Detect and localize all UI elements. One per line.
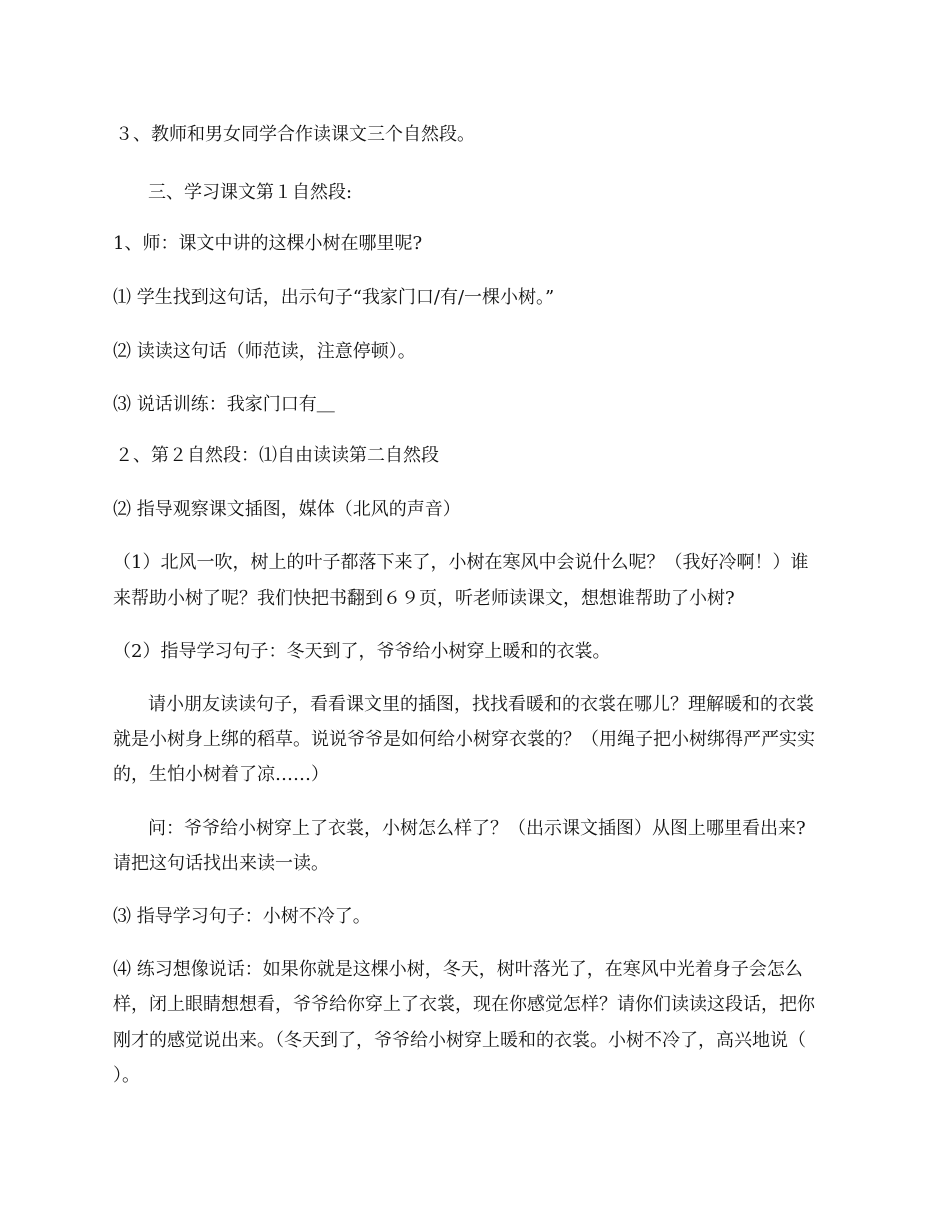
paragraph-line: 刚才的感觉说出来。（冬天到了，爷爷给小树穿上暖和的衣裳。小树不冷了，高兴地说（ <box>113 1030 806 1051</box>
paragraph-line: 就是小树身上绑的稻草。说说爷爷是如何给小树穿衣裳的？（用绳子把小树绑得严严实实 <box>113 729 815 750</box>
paragraph-line: ⑷ 练习想像说话：如果你就是这棵小树，冬天，树叶落光了，在寒风中光着身子会怎么 <box>113 959 803 980</box>
paragraph-line: 请小朋友读读句子，看看课文里的插图，找找看暖和的衣裳在哪儿？理解暖和的衣裳 <box>148 694 814 715</box>
paragraph-line: ⑴ 学生找到这句话，出示句子“我家门口/有/一棵小树。” <box>113 287 555 308</box>
paragraph-line: ２、第２自然段：⑴自由读读第二自然段 <box>115 445 439 466</box>
paragraph-line: ⑶ 指导学习句子：小树不冷了。 <box>113 906 371 927</box>
paragraph-line: ）。 <box>113 1065 140 1086</box>
paragraph-line: ⑶ 说话训练：我家门口有＿ <box>113 394 335 415</box>
paragraph-line: （2）指导学习句子：冬天到了，爷爷给小树穿上暖和的衣裳。 <box>113 641 611 662</box>
paragraph-line: ⑵ 读读这句话（师范读，注意停顿）。 <box>113 341 416 362</box>
paragraph-line: 问：爷爷给小树穿上了衣裳，小树怎么样了？（出示课文插图）从图上哪里看出来? <box>148 818 806 839</box>
paragraph-line: 样，闭上眼睛想想看，爷爷给你穿上了衣裳，现在你感觉怎样？请你们读读这段话，把你 <box>113 994 815 1015</box>
section-heading: 三、学习课文第１自然段: <box>148 182 353 203</box>
paragraph-line: 请把这句话找出来读一读。 <box>113 853 329 874</box>
paragraph-line: （1）北风一吹，树上的叶子都落下来了，小树在寒风中会说什么呢？（我好冷啊！）谁 <box>113 552 809 573</box>
paragraph-line: ⑵ 指导观察课文插图，媒体（北风的声音） <box>113 499 461 520</box>
paragraph-line: 的，生怕小树着了凉……） <box>113 764 329 785</box>
paragraph-line: 来帮助小树了呢？我们快把书翻到６９页，听老师读课文，想想谁帮助了小树? <box>113 588 735 609</box>
paragraph-line: 1、师：课文中讲的这棵小树在哪里呢? <box>113 233 423 254</box>
paragraph-line: ３、教师和男女同学合作读课文三个自然段。 <box>115 124 475 145</box>
